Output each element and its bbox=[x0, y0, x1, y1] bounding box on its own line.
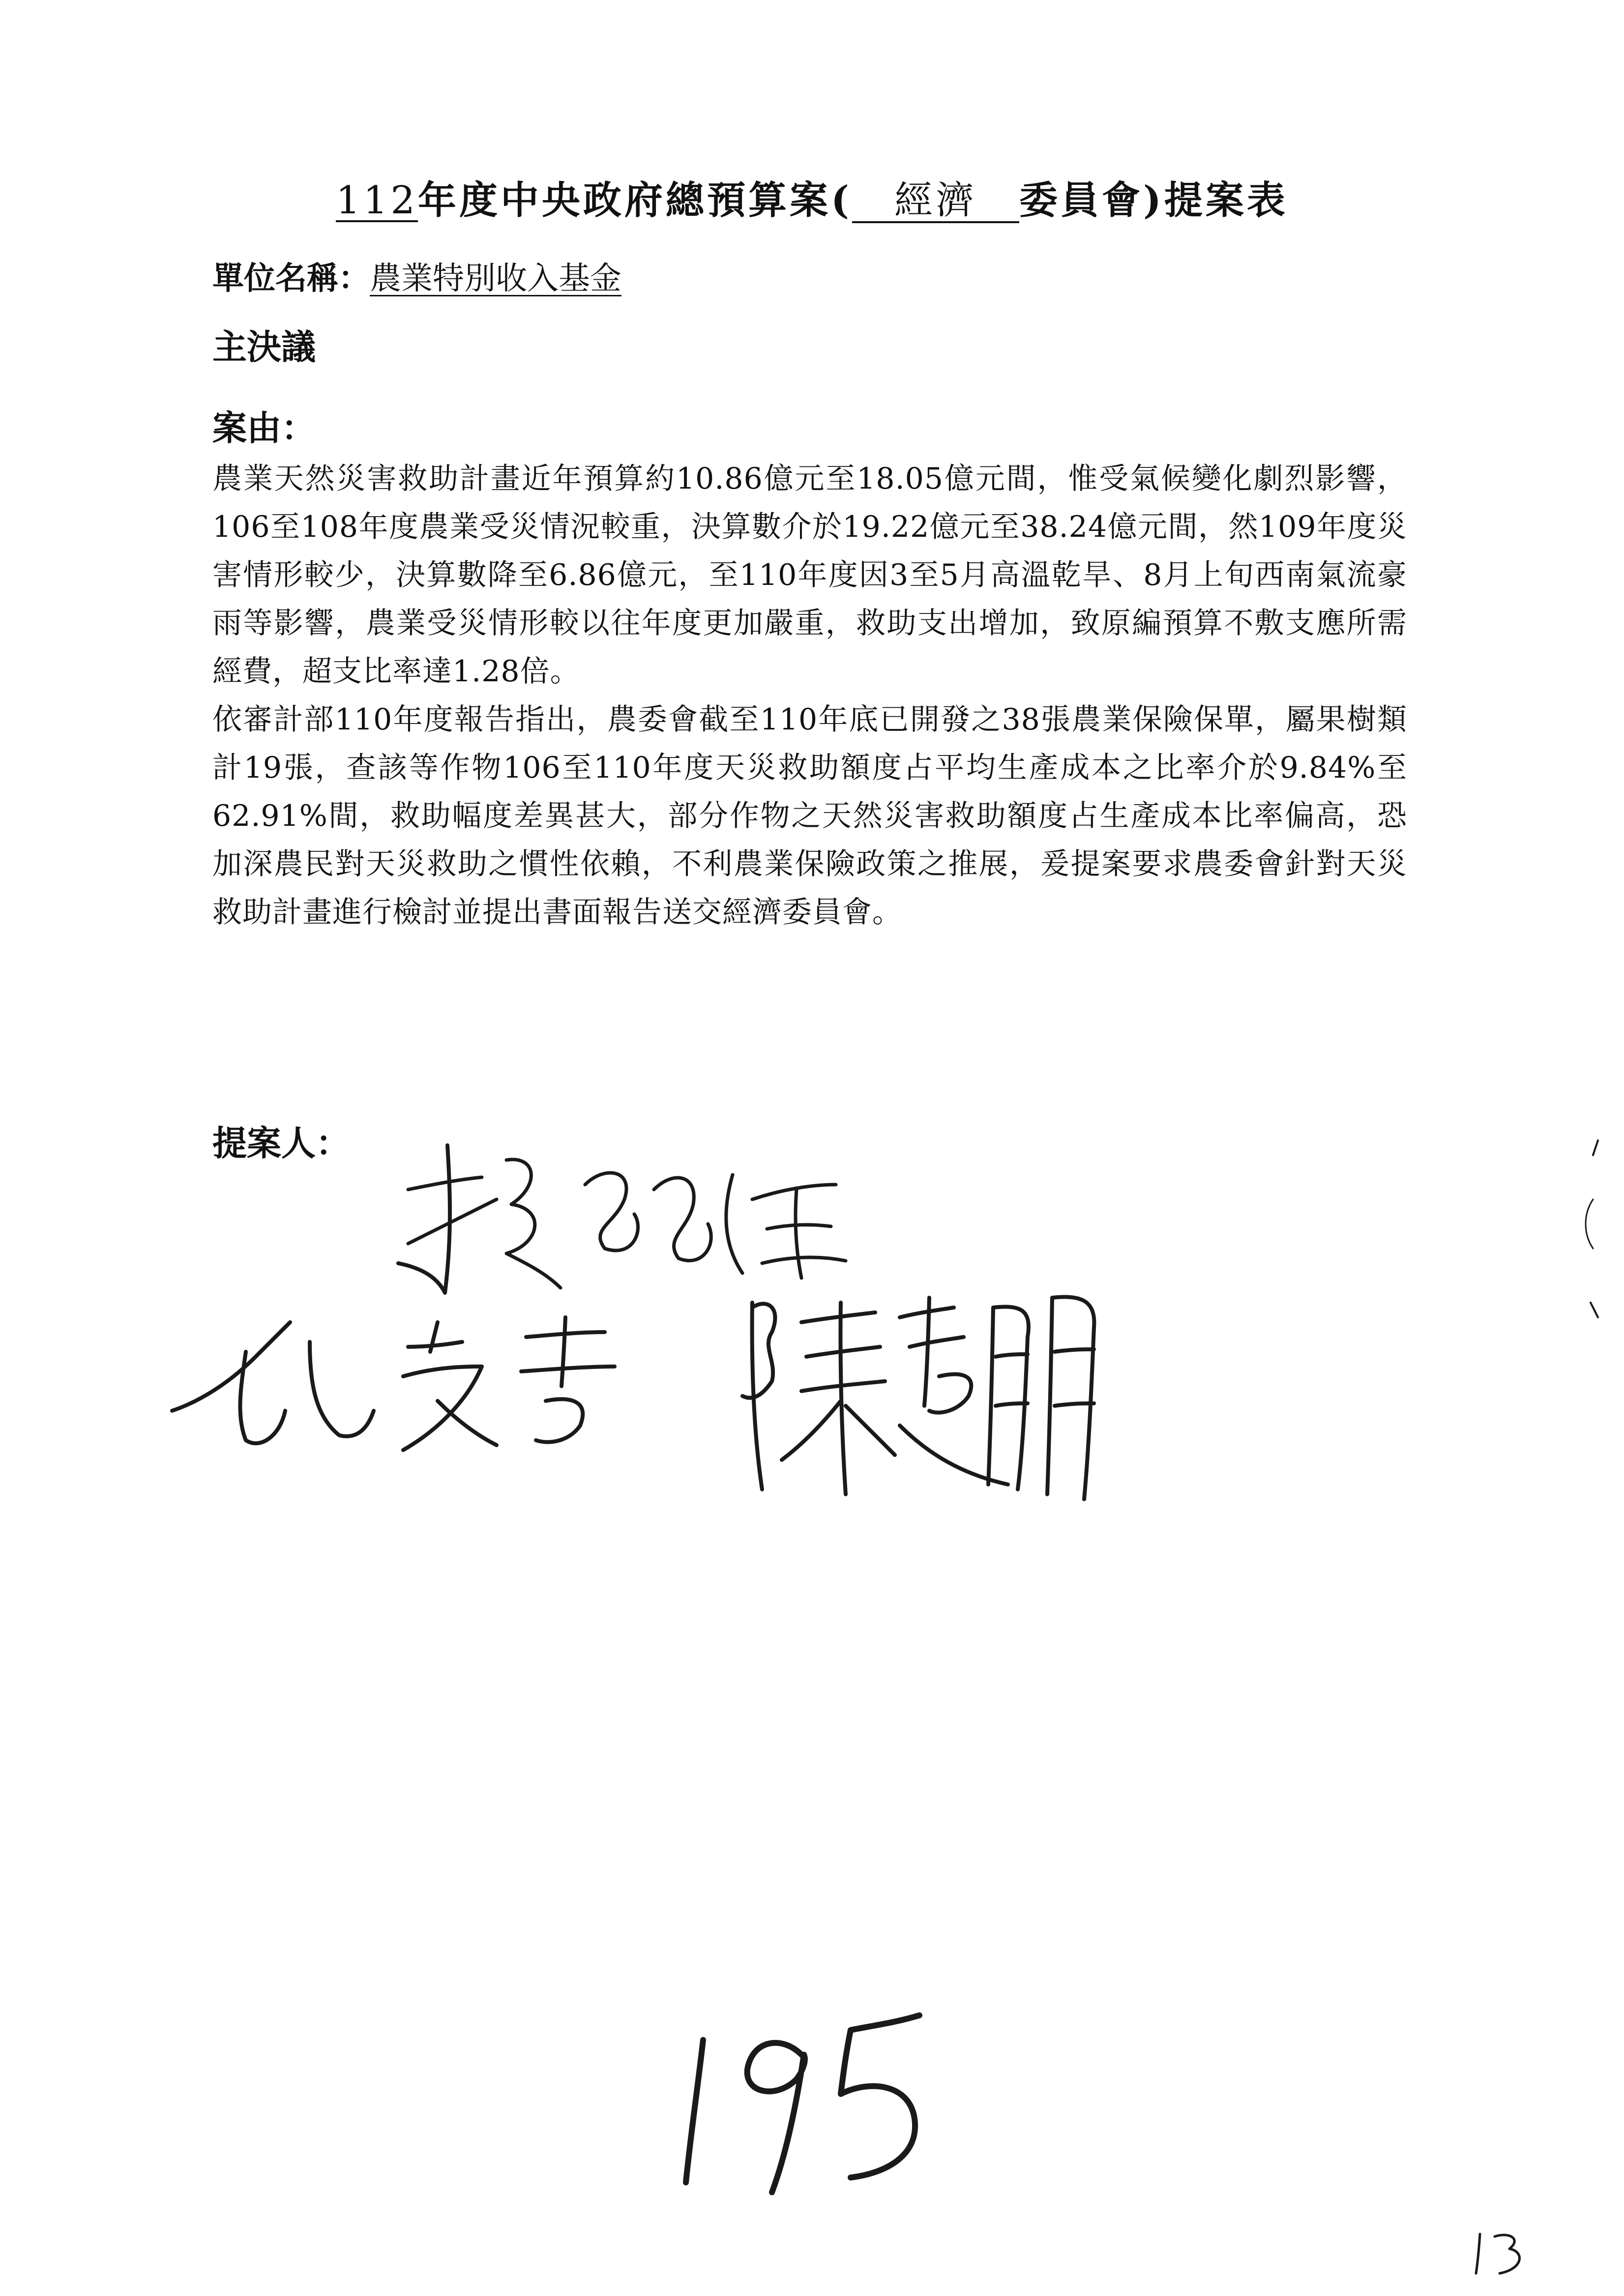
handwritten-page-number bbox=[664, 1996, 983, 2202]
unit-label: 單位名稱： bbox=[212, 260, 370, 297]
title-prefix: 年度中央政府總預算案( bbox=[418, 178, 852, 223]
signature-2 bbox=[162, 1303, 629, 1465]
reason-paragraph-1: 農業天然災害救助計畫近年預算約10.86億元至18.05億元間，惟受氣候變化劇烈影響，106至108年度農業受災情況較重，決算數介於19.22億元至38.24億元間，然109年度災害情形較少，決算數降至6.86億元，至110年度因3至5月高溫乾旱、8月上旬西南氣流豪雨等影響，農業受災情形較以往年度更加嚴重，救助支出增加，致原編預算不敷支應所需經費，超支比率達1.28倍。 bbox=[212, 462, 1407, 689]
main-resolution-label: 主決議 bbox=[212, 326, 316, 367]
title-suffix: 委員會)提案表 bbox=[1019, 178, 1288, 223]
document-title bbox=[0, 170, 1624, 225]
proposer-label: 提案人： bbox=[212, 1123, 350, 1163]
committee-name: 經濟 bbox=[852, 181, 1019, 223]
corner-page-mark bbox=[1470, 2224, 1529, 2278]
reason-label: 案由： bbox=[212, 407, 316, 448]
unit-line bbox=[212, 253, 621, 298]
signature-3 bbox=[733, 1278, 1126, 1509]
reason-body bbox=[212, 455, 1407, 936]
budget-year: 112 bbox=[336, 178, 418, 223]
unit-value: 農業特別收入基金 bbox=[370, 261, 621, 297]
reason-paragraph-2: 依審計部110年度報告指出，農委會截至110年底已開發之38張農業保險保單，屬果樹類計19張，查該等作物106至110年度天災救助額度占平均生產成本之比率介於9.84%至62.91%間，救助幅度差異甚大，部分作物之天然災害救助額度占生產成本比率偏高，恐加深農民對天災救助之慣性依賴，不利農業保險政策之推展，爰提案要求農委會針對天災救助計畫進行檢討並提出書面報告送交經濟委員會。 bbox=[212, 702, 1407, 930]
margin-specks bbox=[1564, 1131, 1613, 1352]
